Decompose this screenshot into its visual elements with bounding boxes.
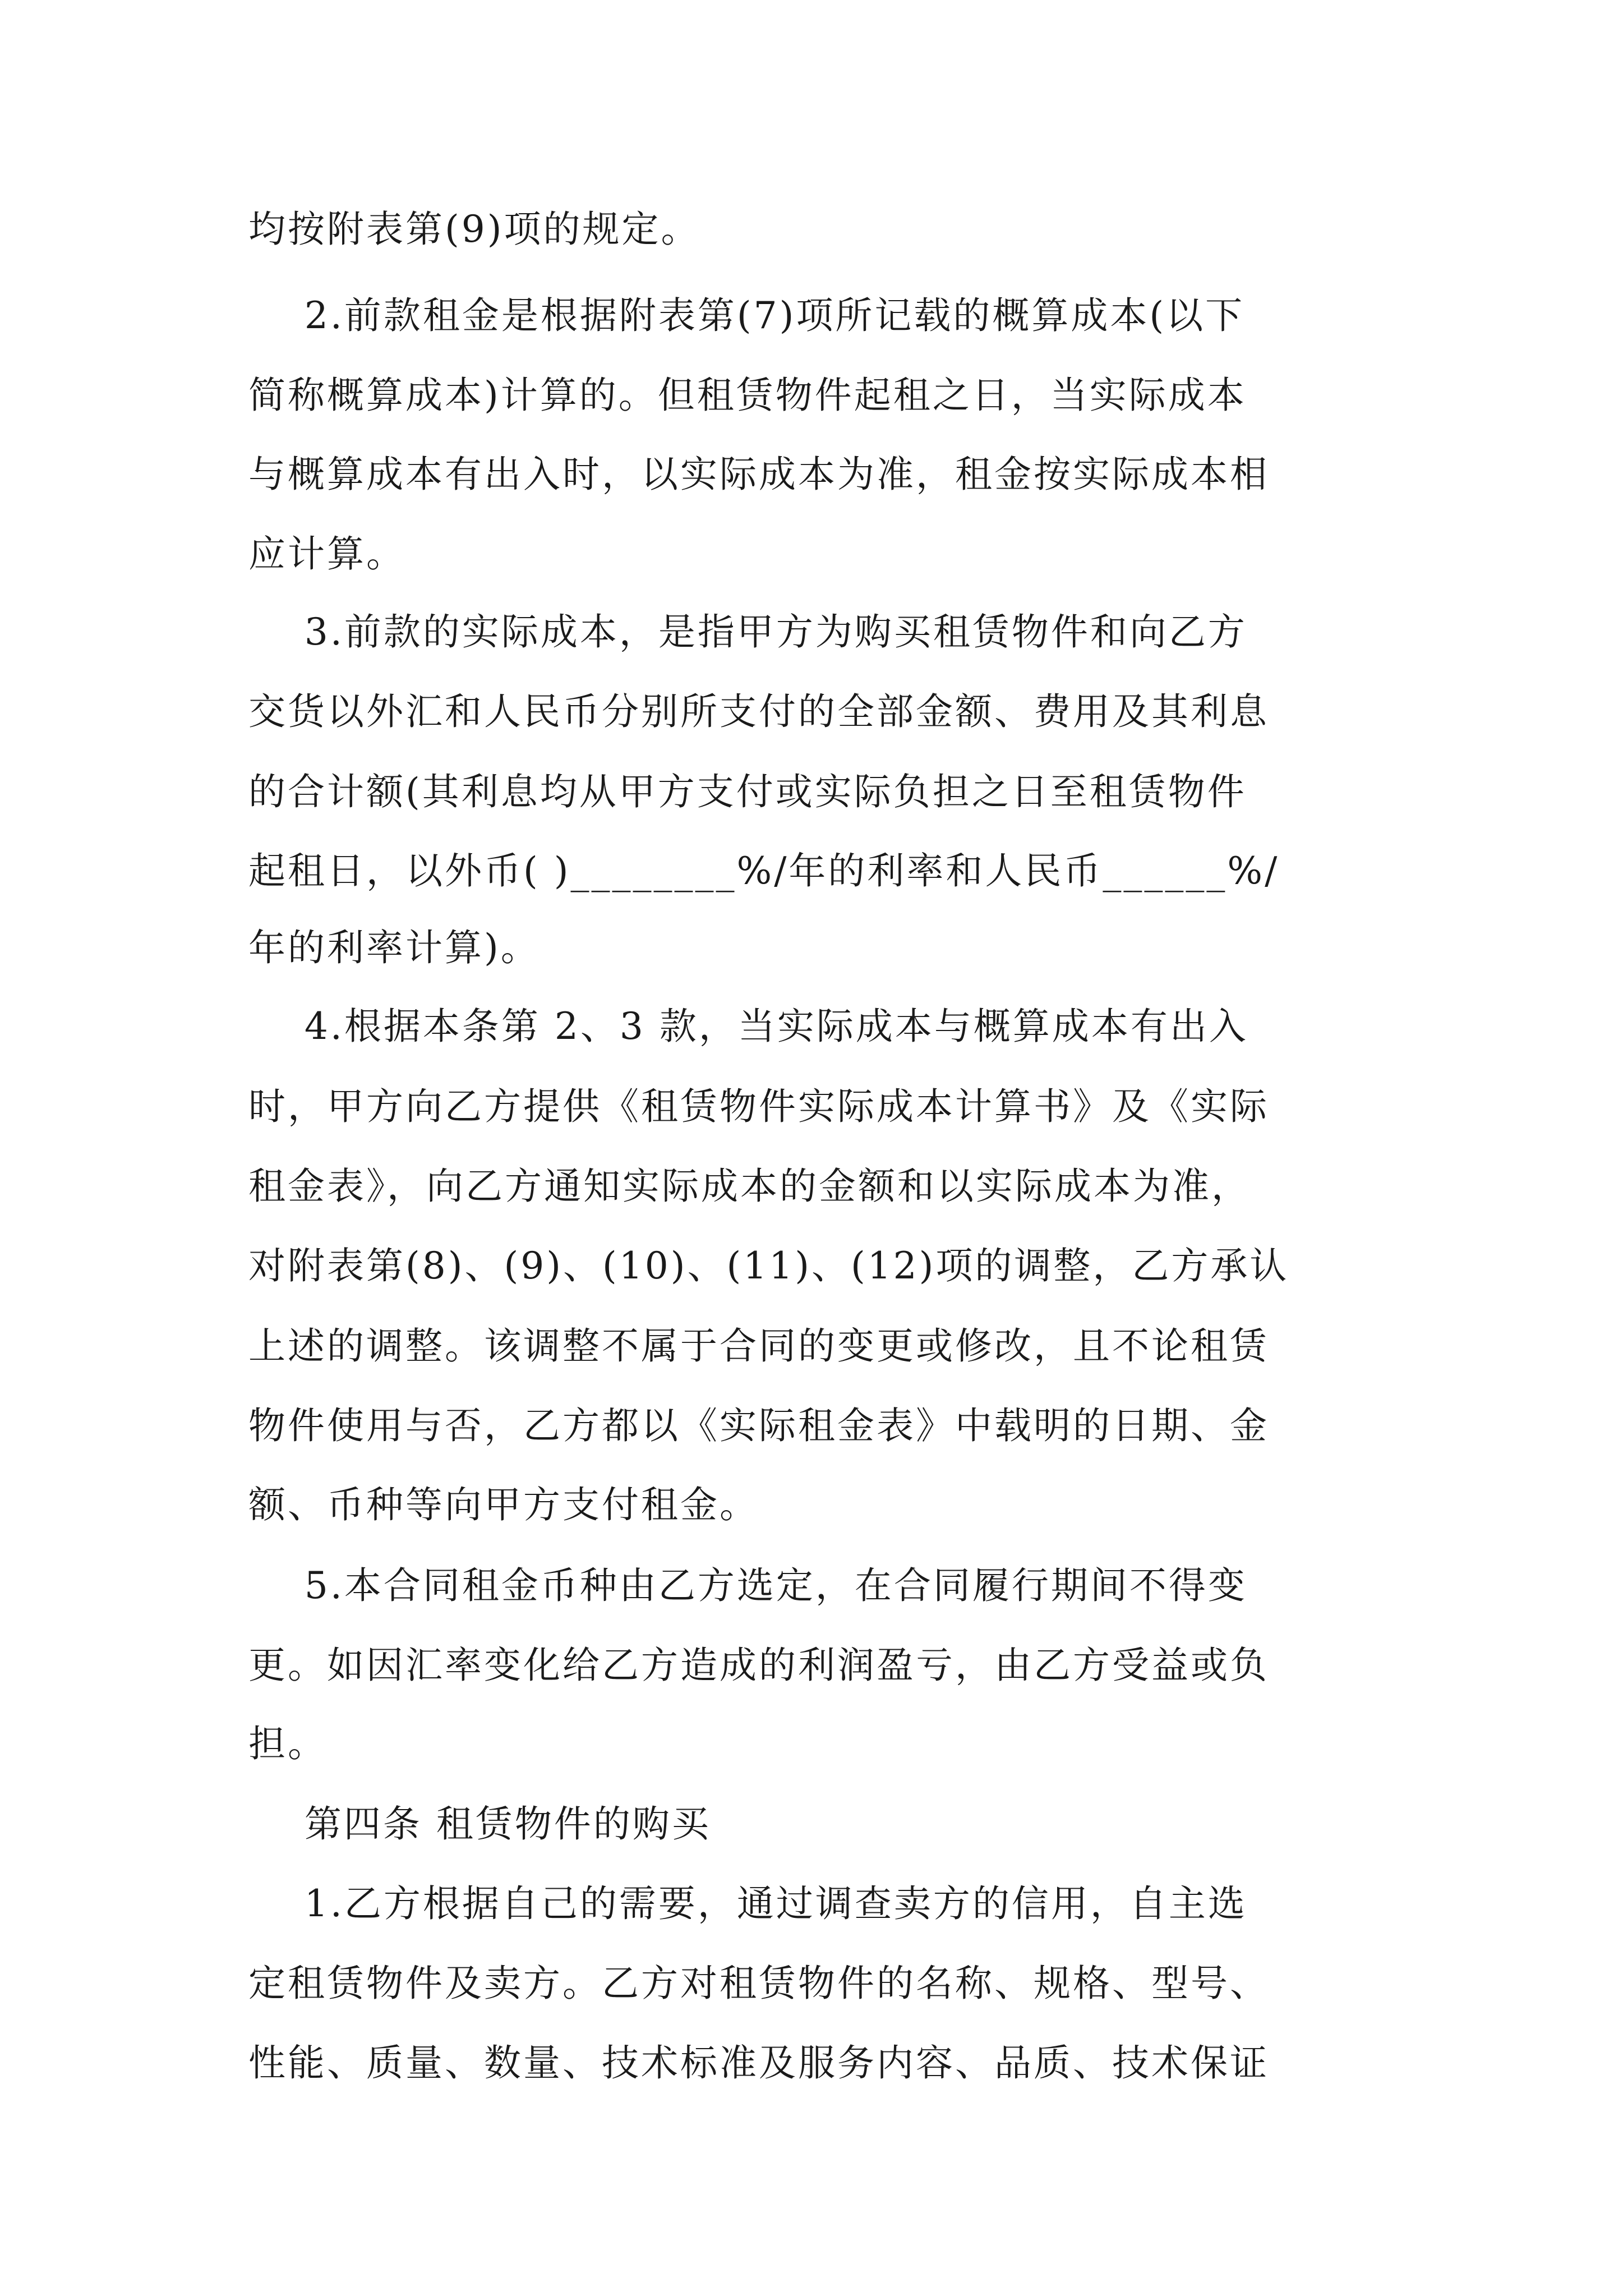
section-heading: 第四条 租赁物件的购买 bbox=[248, 1802, 711, 1846]
body-text-line-16: 物件使用与否，乙方都以《实际租金表》中载明的日期、金 bbox=[248, 1404, 1269, 1447]
body-text-line-18: 5.本合同租金币种由乙方选定，在合同履行期间不得变 bbox=[248, 1564, 1247, 1607]
body-text-line-13: 租金表》，向乙方通知实际成本的金额和以实际成本为准， bbox=[248, 1165, 1251, 1208]
body-text-line-15: 上述的调整。该调整不属于合同的变更或修改，且不论租赁 bbox=[248, 1324, 1269, 1368]
body-text-line-9: 起租日，以外币( )________%/年的利率和人民币______%/ bbox=[248, 849, 1280, 892]
body-text-line-7: 交货以外汇和人民币分别所支付的全部金额、费用及其利息 bbox=[248, 690, 1269, 733]
body-text-line-22: 1.乙方根据自己的需要，通过调查卖方的信用，自主选 bbox=[248, 1882, 1247, 1925]
body-text-line-19: 更。如因汇率变化给乙方造成的利润盈亏，由乙方受益或负 bbox=[248, 1644, 1269, 1687]
body-text-line-1: 均按附表第(9)项的规定。 bbox=[248, 208, 700, 251]
body-text-line-11: 4.根据本条第 2、3 款，当实际成本与概算成本有出入 bbox=[248, 1005, 1248, 1048]
body-text-line-24: 性能、质量、数量、技术标准及服务内容、品质、技术保证 bbox=[248, 2041, 1269, 2085]
body-text-line-12: 时，甲方向乙方提供《租赁物件实际成本计算书》及《实际 bbox=[248, 1085, 1269, 1128]
body-text-line-14: 对附表第(8)、(9)、(10)、(11)、(12)项的调整，乙方承认 bbox=[248, 1244, 1289, 1287]
body-text-line-23: 定租赁物件及卖方。乙方对租赁物件的名称、规格、型号、 bbox=[248, 1962, 1269, 2005]
body-text-line-3: 简称概算成本)计算的。但租赁物件起租之日，当实际成本 bbox=[248, 374, 1247, 417]
body-text-line-8: 的合计额(其利息均从甲方支付或实际负担之日至租赁物件 bbox=[248, 770, 1247, 813]
body-text-line-10: 年的利率计算)。 bbox=[248, 926, 540, 969]
body-text-line-2: 2.前款租金是根据附表第(7)项所记载的概算成本(以下 bbox=[248, 294, 1245, 337]
body-text-line-4: 与概算成本有出入时，以实际成本为准，租金按实际成本相 bbox=[248, 453, 1269, 496]
body-text-line-20: 担。 bbox=[248, 1722, 327, 1765]
body-text-line-5: 应计算。 bbox=[248, 532, 405, 576]
body-text-line-6: 3.前款的实际成本，是指甲方为购买租赁物件和向乙方 bbox=[248, 610, 1247, 654]
body-text-line-17: 额、币种等向甲方支付租金。 bbox=[248, 1483, 759, 1526]
